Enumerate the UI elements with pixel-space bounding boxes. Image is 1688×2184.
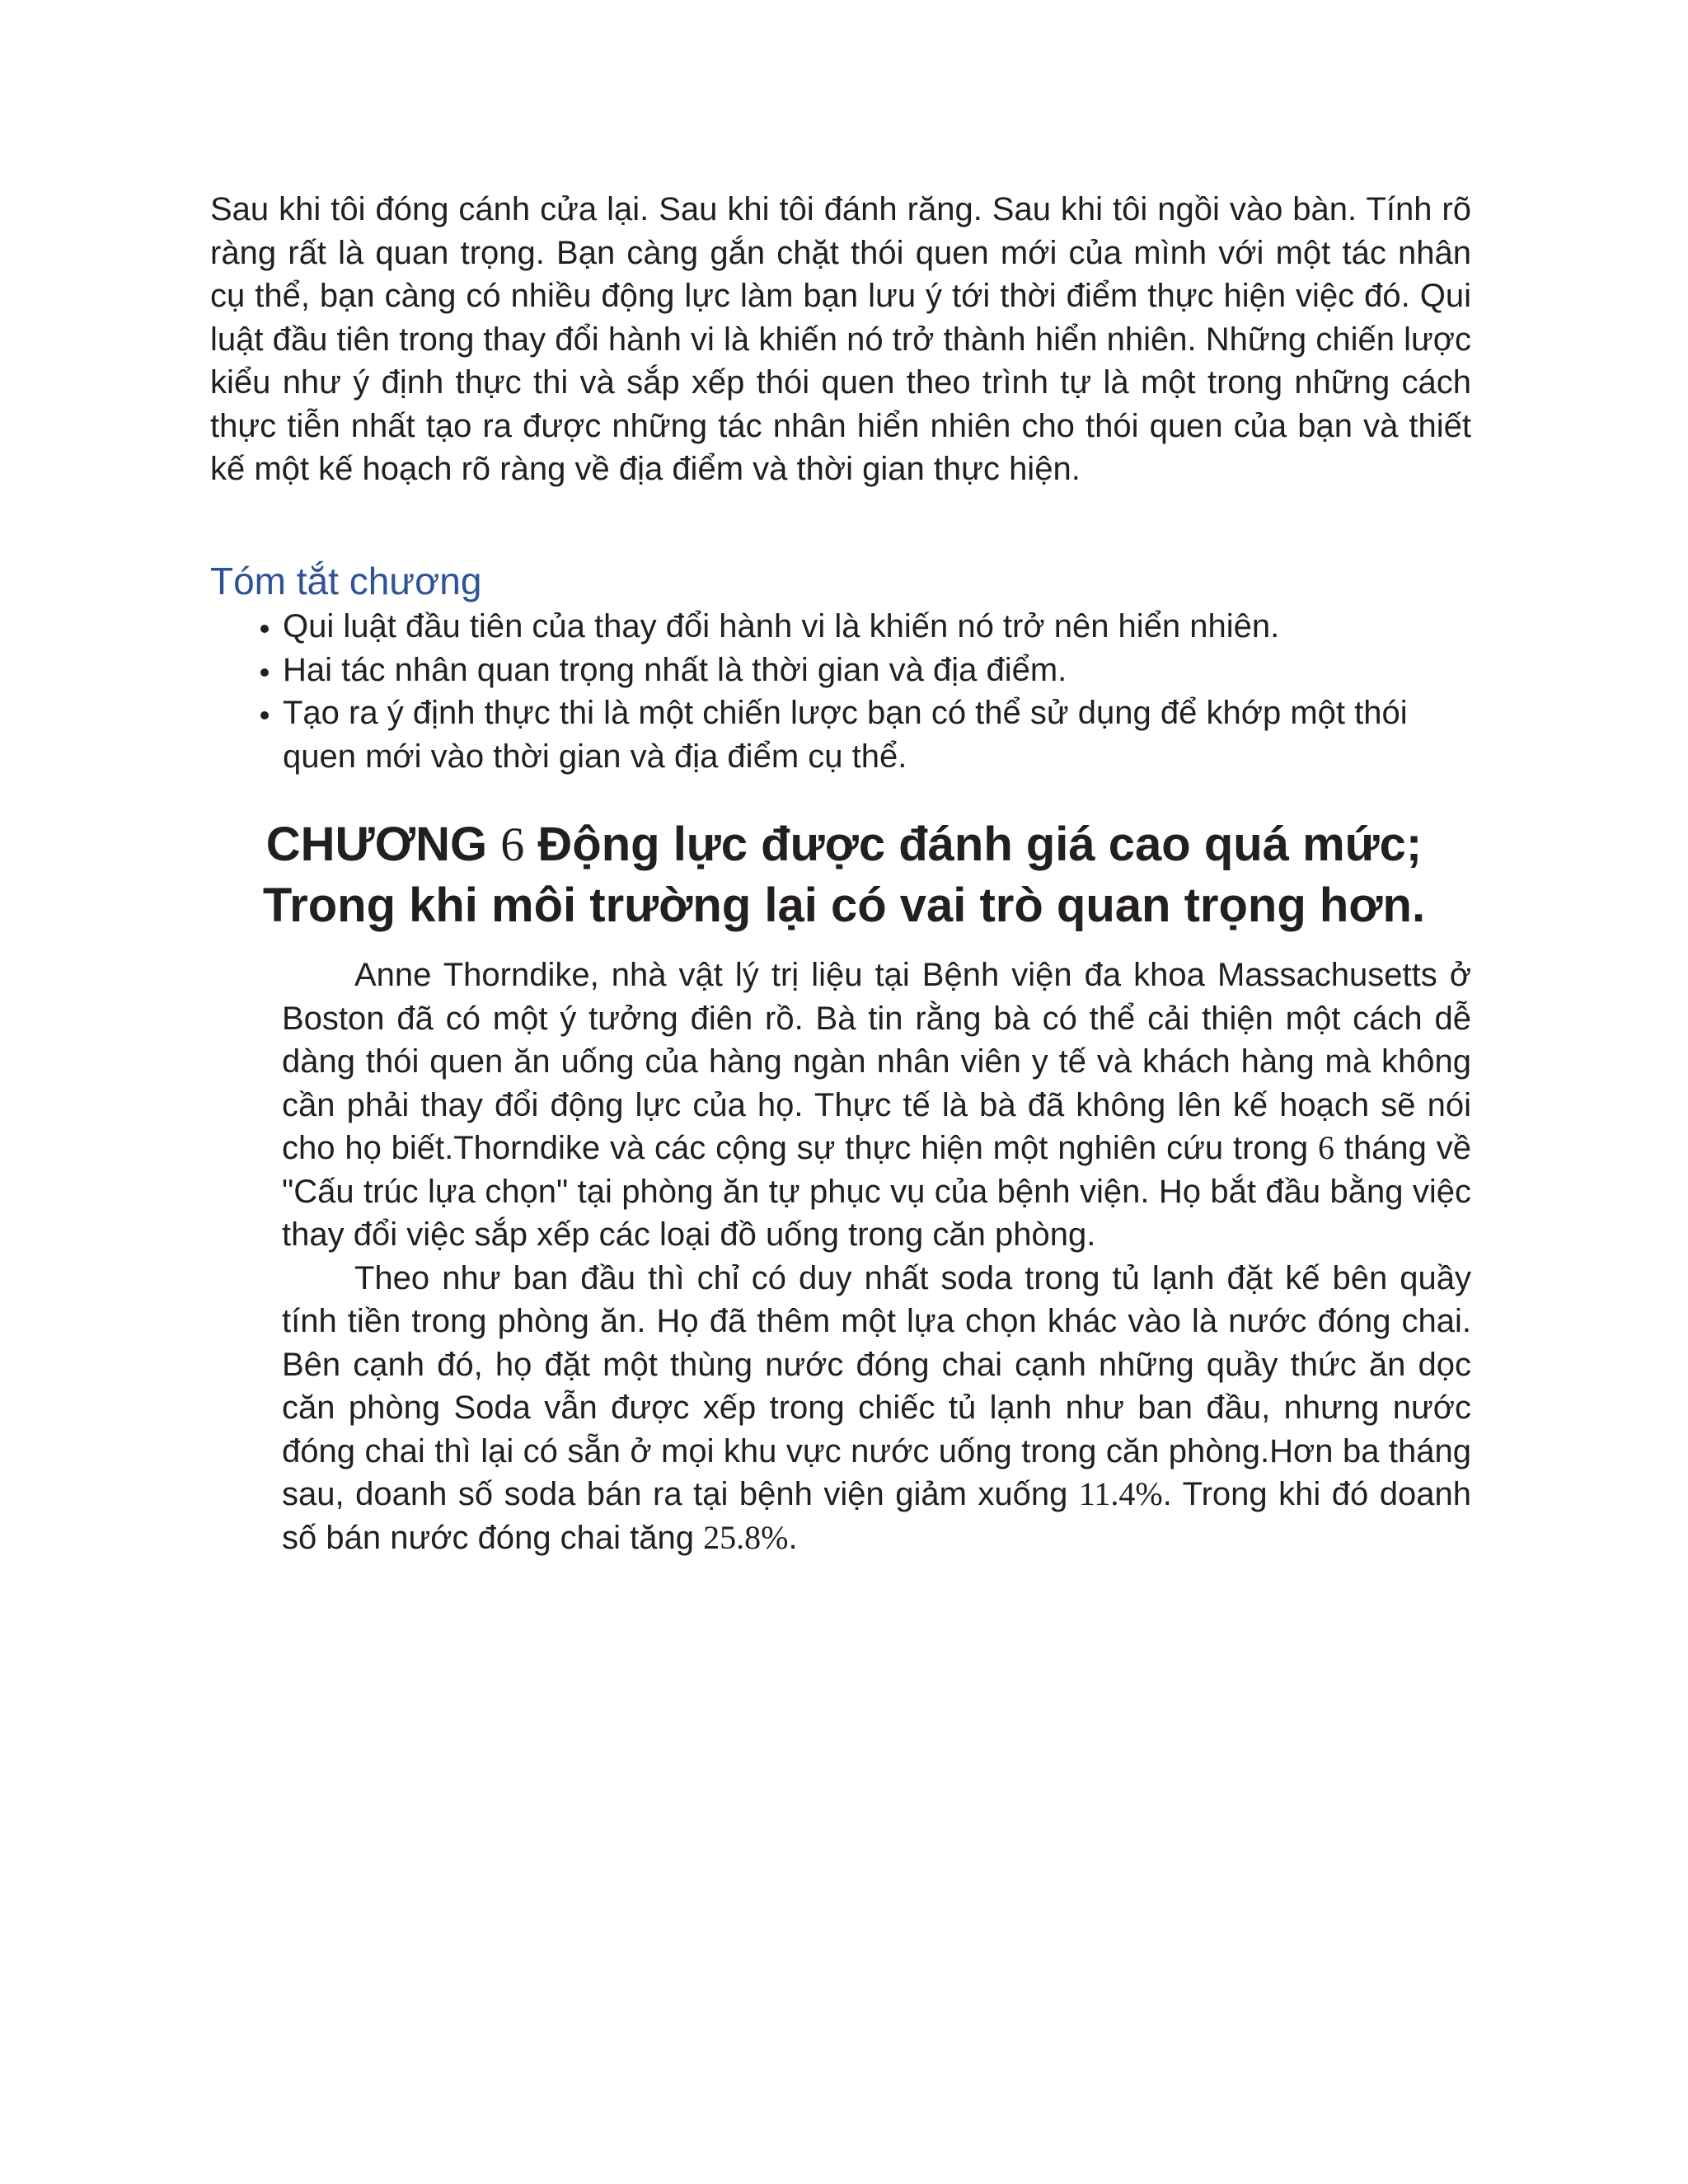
chapter-title-line2: Trong khi môi trường lại có vai trò quan trọng hơn. xyxy=(262,879,1426,932)
body-paragraph-2-text: Theo như ban đầu thì chỉ có duy nhất soda trong tủ lạnh đặt kế bên quầy tính tiền trong phòng ăn. Họ đã thêm một lựa chọn khác vào là nước đóng chai. Bên cạnh đó, họ đặt một thùng nước đóng chai cạnh những quầy thức ăn dọc căn phòng Soda vẫn được xếp trong chiếc tủ lạnh như ban đầu, nhưng nước đóng chai thì lại có sẵn ở mọi khu vực nước uống trong căn phòng.Hơn ba tháng sau, doanh số soda bán ra tại bệnh viện giảm xuống xyxy=(282,1259,1471,1512)
chapter-title-line1: Động lực được đánh giá cao quá mức; xyxy=(537,818,1423,871)
chapter-number: 6 xyxy=(500,818,525,871)
summary-item: • Tạo ra ý định thực thi là một chiến lược bạn có thể sử dụng để khớp một thói quen mới vào thời gian và địa điểm cụ thể. xyxy=(283,691,1471,778)
body-paragraph-1-text: Anne Thorndike, nhà vật lý trị liệu tại Bệnh viện đa khoa Massachusetts ở Boston đã có một ý tưởng điên rồ. Bà tin rằng bà có thể cải thiện một cách dễ dàng thói quen ăn uống của hàng ngàn nhân viên y tế và khách hàng mà không cần phải thay đổi động lực của họ. Thực tế là bà đã không lên kế hoạch sẽ nói cho họ biết.Thorndike và các cộng sự thực hiện một nghiên cứu trong xyxy=(282,957,1471,1166)
chapter-label: CHƯƠNG xyxy=(265,818,488,871)
summary-list xyxy=(210,605,1471,778)
body-paragraph-1 xyxy=(282,954,1471,1257)
summary-heading: Tóm tắt chương xyxy=(210,560,482,602)
water-increase-percent: 25.8% xyxy=(703,1518,789,1556)
summary-item: • Hai tác nhân quan trọng nhất là thời gian và địa điểm. xyxy=(283,649,1471,692)
body-paragraph-2-mid: . Trong khi đó doanh số bán nước đóng chai tăng xyxy=(282,1476,1471,1556)
chapter-title xyxy=(165,814,1523,936)
intro-paragraph: Sau khi tôi đóng cánh cửa lại. Sau khi tôi đánh răng. Sau khi tôi ngồi vào bàn. Tính rõ ràng rất là quan trọng. Bạn càng gắn chặt thói quen mới của mình với một tác nhân cụ thể, bạn càng có nhiều động lực làm bạn lưu ý tới thời điểm thực hiện việc đó. Qui luật đầu tiên trong thay đổi hành vi là khiến nó trở thành hiển nhiên. Những chiến lược kiểu như ý định thực thi và sắp xếp thói quen theo trình tự là một trong những cách thực tiễn nhất tạo ra được những tác nhân hiển nhiên cho thói quen của bạn và thiết kế một kế hoạch rõ ràng về địa điểm và thời gian thực hiện. xyxy=(210,191,1471,487)
body-paragraph-2-end: . xyxy=(788,1519,798,1556)
body-paragraph-2 xyxy=(282,1257,1471,1560)
body-paragraph-1-end: tháng về "Cấu trúc lựa chọn" tại phòng ăn tự phục vụ của bệnh viện. Họ bắt đầu bằng việc thay đổi việc sắp xếp các loại đồ uống trong căn phòng. xyxy=(282,1130,1471,1253)
chapter-body xyxy=(282,954,1471,1559)
summary-item: • Qui luật đầu tiên của thay đổi hành vi là khiến nó trở nên hiển nhiên. xyxy=(283,605,1471,649)
study-duration-number: 6 xyxy=(1318,1129,1334,1166)
soda-decrease-percent: 11.4% xyxy=(1078,1475,1163,1512)
